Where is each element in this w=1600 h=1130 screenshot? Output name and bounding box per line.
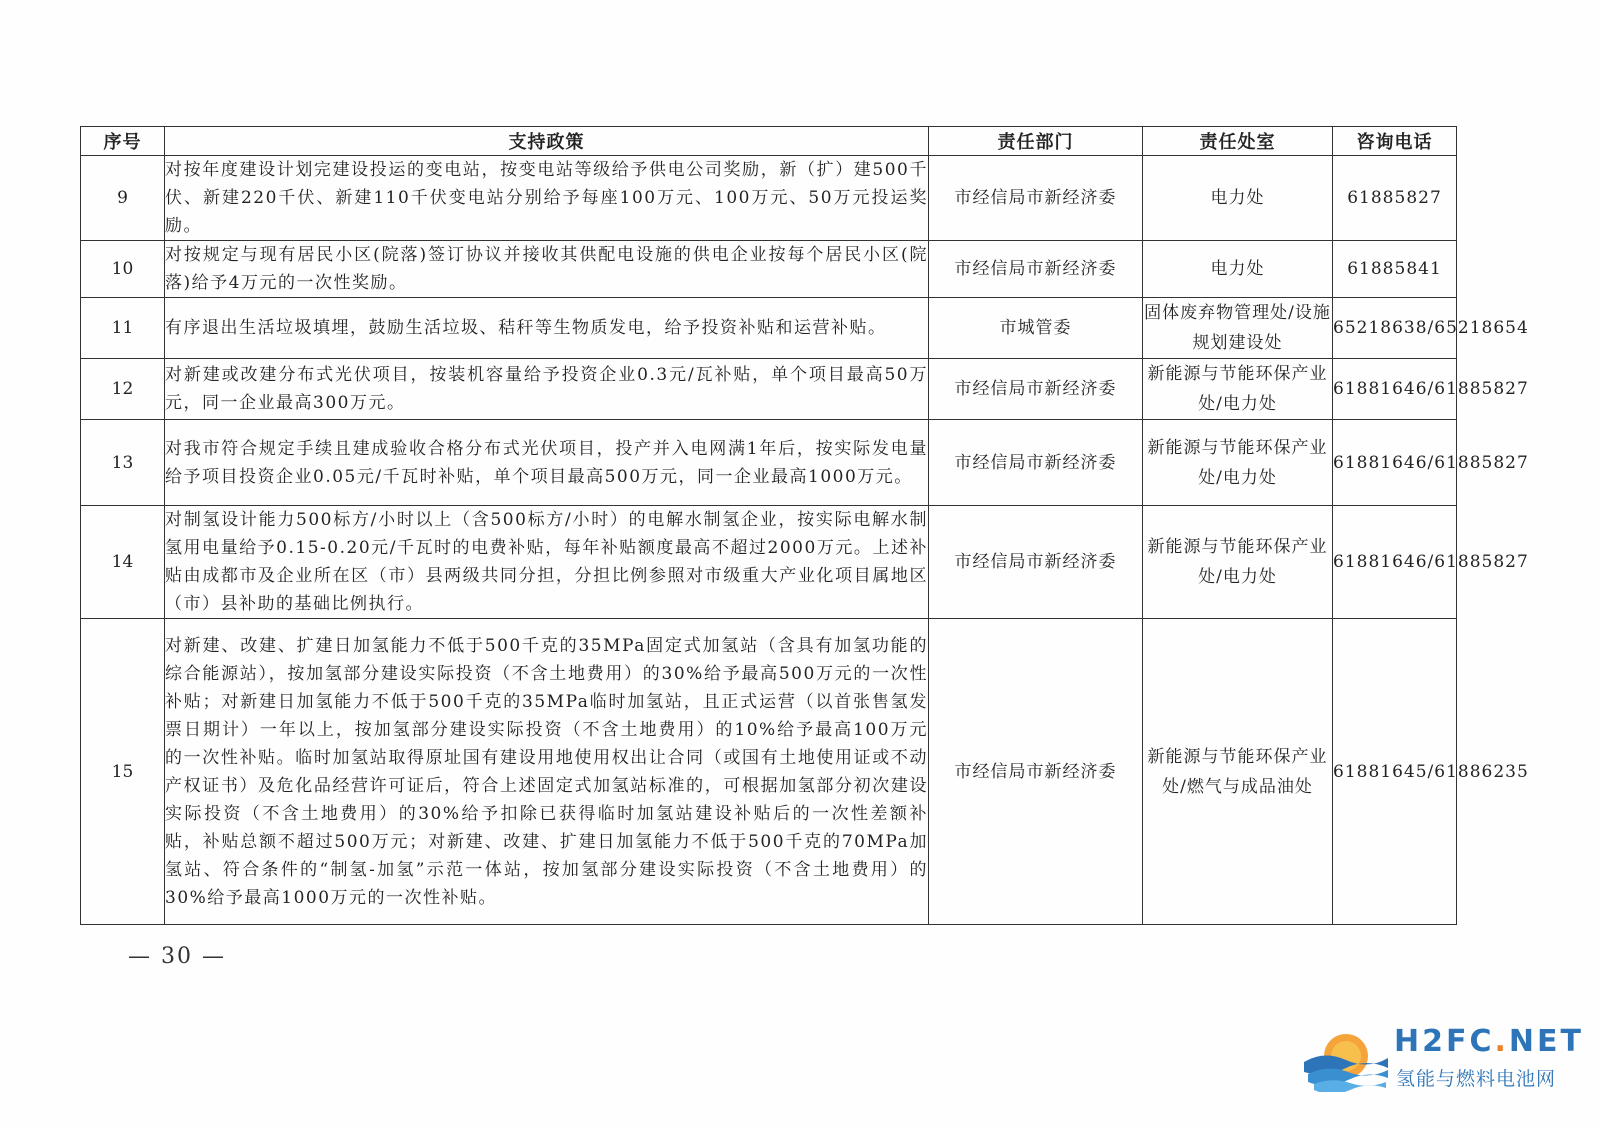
site-watermark[interactable] xyxy=(1302,1020,1584,1100)
watermark-name-prefix: H2FC xyxy=(1394,1024,1495,1059)
policy-cell: 对新建或改建分布式光伏项目，按装机容量给予投资企业0.3元/瓦补贴，单个项目最高50万元，同一企业最高300万元。 xyxy=(165,359,929,420)
phone-cell: 61885827 xyxy=(1333,156,1457,241)
department-cell: 市经信局市新经济委 xyxy=(929,619,1143,925)
table-row xyxy=(81,420,1457,506)
row-number: 10 xyxy=(81,241,165,298)
department-cell: 市经信局市新经济委 xyxy=(929,420,1143,506)
office-cell: 新能源与节能环保产业处/电力处 xyxy=(1143,420,1333,506)
phone-cell: 61881646/61885827 xyxy=(1333,506,1457,619)
policy-cell: 对按规定与现有居民小区(院落)签订协议并接收其供配电设施的供电企业按每个居民小区(院落)给予4万元的一次性奖励。 xyxy=(165,241,929,298)
department-cell: 市经信局市新经济委 xyxy=(929,359,1143,420)
table-row xyxy=(81,506,1457,619)
office-cell: 固体废弃物管理处/设施规划建设处 xyxy=(1143,298,1333,359)
phone-cell: 61881645/61886235 xyxy=(1333,619,1457,925)
phone-cell: 61881646/61885827 xyxy=(1333,420,1457,506)
table-row xyxy=(81,359,1457,420)
table-row xyxy=(81,619,1457,925)
row-number: 12 xyxy=(81,359,165,420)
policy-cell: 对新建、改建、扩建日加氢能力不低于500千克的35MPa固定式加氢站（含具有加氢功能的综合能源站），按加氢部分建设实际投资（不含土地费用）的30%给予最高500万元的一次性补贴；对新建日加氢能力不低于500千克的35MPa临时加氢站，且正式运营（以首张售氢发票日期计）一年以上，按加氢部分建设实际投资（不含土地费用）的10%给予最高100万元的一次性补贴。临时加氢站取得原址国有建设用地使用权出让合同（或国有土地使用证或不动产权证书）及危化品经营许可证后，符合上述固定式加氢站标准的，可根据加氢部分初次建设实际投资（不含土地费用）的30%给予扣除已获得临时加氢站建设补贴后的一次性差额补贴，补贴总额不超过500万元；对新建、改建、扩建日加氢能力不低于500千克的70MPa加氢站、符合条件的“制氢-加氢”示范一体站，按加氢部分建设实际投资（不含土地费用）的30%给予最高1000万元的一次性补贴。 xyxy=(165,619,929,925)
policy-table xyxy=(80,126,1529,925)
table-row xyxy=(81,241,1457,298)
phone-cell: 61885841 xyxy=(1333,241,1457,298)
header-phone: 咨询电话 xyxy=(1333,127,1457,156)
row-number: 9 xyxy=(81,156,165,241)
watermark-site-name xyxy=(1394,1024,1584,1059)
row-number: 14 xyxy=(81,506,165,619)
row-number: 13 xyxy=(81,420,165,506)
policy-cell: 对制氢设计能力500标方/小时以上（含500标方/小时）的电解水制氢企业，按实际电解水制氢用电量给予0.15-0.20元/千瓦时的电费补贴，每年补贴额度最高不超过2000万元。上述补贴由成都市及企业所在区（市）县两级共同分担，分担比例参照对市级重大产业化项目属地区（市）县补助的基础比例执行。 xyxy=(165,506,929,619)
watermark-name-dot: . xyxy=(1494,1024,1509,1059)
office-cell: 新能源与节能环保产业处/电力处 xyxy=(1143,359,1333,420)
department-cell: 市经信局市新经济委 xyxy=(929,156,1143,241)
department-cell: 市城管委 xyxy=(929,298,1143,359)
watermark-subtitle: 氢能与燃料电池网 xyxy=(1396,1068,1557,1090)
watermark-name-suffix: NET xyxy=(1508,1024,1584,1059)
phone-cell: 61881646/61885827 xyxy=(1333,359,1457,420)
h2fc-logo-icon xyxy=(1302,1022,1388,1092)
office-cell: 电力处 xyxy=(1143,156,1333,241)
table-row xyxy=(81,156,1457,241)
policy-cell: 有序退出生活垃圾填埋，鼓励生活垃圾、秸秆等生物质发电，给予投资补贴和运营补贴。 xyxy=(165,298,929,359)
policy-cell: 对我市符合规定手续且建成验收合格分布式光伏项目，投产并入电网满1年后，按实际发电量给予项目投资企业0.05元/千瓦时补贴，单个项目最高500万元，同一企业最高1000万元。 xyxy=(165,420,929,506)
office-cell: 电力处 xyxy=(1143,241,1333,298)
header-office: 责任处室 xyxy=(1143,127,1333,156)
row-number: 15 xyxy=(81,619,165,925)
office-cell: 新能源与节能环保产业处/电力处 xyxy=(1143,506,1333,619)
page-number: — 30 — xyxy=(128,944,226,969)
row-number: 11 xyxy=(81,298,165,359)
office-cell: 新能源与节能环保产业处/燃气与成品油处 xyxy=(1143,619,1333,925)
table-row xyxy=(81,298,1457,359)
header-policy: 支持政策 xyxy=(165,127,929,156)
department-cell: 市经信局市新经济委 xyxy=(929,241,1143,298)
phone-cell: 65218638/65218654 xyxy=(1333,298,1457,359)
header-no: 序号 xyxy=(81,127,165,156)
table-header-row xyxy=(81,127,1457,156)
policy-cell: 对按年度建设计划完建设投运的变电站，按变电站等级给予供电公司奖励，新（扩）建500千伏、新建220千伏、新建110千伏变电站分别给予每座100万元、100万元、50万元投运奖励。 xyxy=(165,156,929,241)
header-dept: 责任部门 xyxy=(929,127,1143,156)
department-cell: 市经信局市新经济委 xyxy=(929,506,1143,619)
